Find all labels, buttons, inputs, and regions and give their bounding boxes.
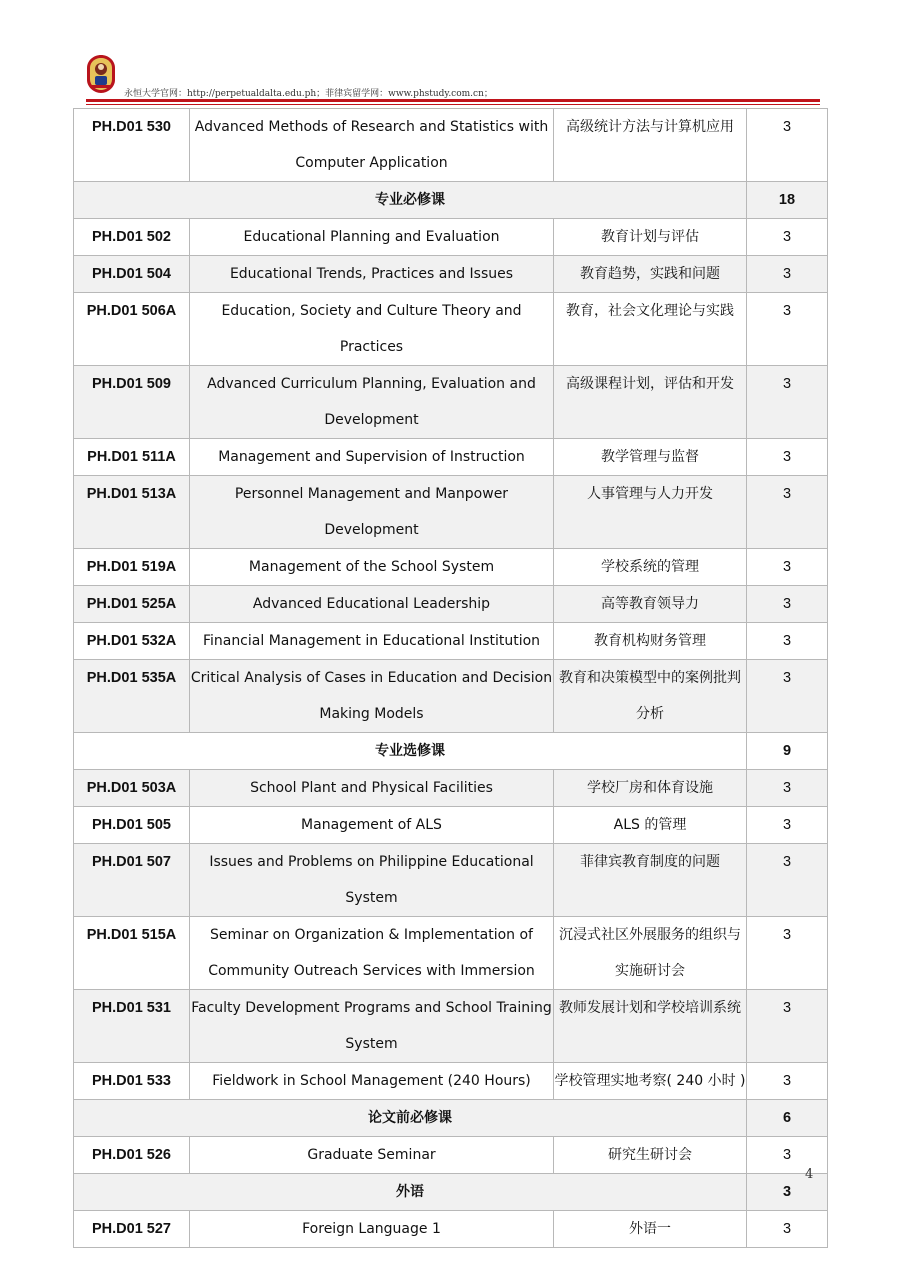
course-title-chinese: 研究生研讨会 — [554, 1137, 747, 1174]
course-title-english: Management of the School System — [190, 549, 554, 586]
course-credit: 3 — [747, 476, 828, 549]
course-credit: 3 — [747, 844, 828, 917]
header-rule-thin — [86, 104, 820, 105]
header-website-line: 永恒大学官网：http://perpetualdalta.edu.ph；菲律宾留学网：www.phstudy.com.cn； — [124, 89, 493, 99]
course-code: PH.D01 532A — [74, 623, 190, 660]
course-code: PH.D01 525A — [74, 586, 190, 623]
course-credit: 3 — [747, 219, 828, 256]
course-title-english: Advanced Curriculum Planning, Evaluation and Development — [190, 366, 554, 439]
course-row — [74, 439, 828, 476]
course-row — [74, 623, 828, 660]
course-title-chinese: 教师发展计划和学校培训系统 — [554, 990, 747, 1063]
course-title-english: Foreign Language 1 — [190, 1211, 554, 1248]
course-code: PH.D01 506A — [74, 293, 190, 366]
course-credit: 3 — [747, 293, 828, 366]
course-row — [74, 770, 828, 807]
course-code: PH.D01 513A — [74, 476, 190, 549]
section-credit-total: 6 — [747, 1100, 828, 1137]
course-row — [74, 660, 828, 733]
course-credit: 3 — [747, 439, 828, 476]
course-title-english: Graduate Seminar — [190, 1137, 554, 1174]
course-credit: 3 — [747, 1137, 828, 1174]
course-title-english: School Plant and Physical Facilities — [190, 770, 554, 807]
section-row — [74, 182, 828, 219]
course-credit: 3 — [747, 623, 828, 660]
university-seal-icon — [86, 54, 116, 94]
course-title-chinese: 学校系统的管理 — [554, 549, 747, 586]
course-title-english: Personnel Management and Manpower Development — [190, 476, 554, 549]
course-title-english: Educational Planning and Evaluation — [190, 219, 554, 256]
course-title-english: Seminar on Organization & Implementation of Community Outreach Services with Immersion — [190, 917, 554, 990]
course-row — [74, 990, 828, 1063]
course-credit: 3 — [747, 256, 828, 293]
course-title-english: Advanced Methods of Research and Statistics with Computer Application — [190, 109, 554, 182]
course-credit: 3 — [747, 660, 828, 733]
course-title-chinese: 外语一 — [554, 1211, 747, 1248]
course-row — [74, 1137, 828, 1174]
section-row — [74, 1100, 828, 1137]
course-title-chinese: 教育机构财务管理 — [554, 623, 747, 660]
course-title-chinese: 菲律宾教育制度的问题 — [554, 844, 747, 917]
course-row — [74, 1063, 828, 1100]
section-row — [74, 1174, 828, 1211]
course-row — [74, 586, 828, 623]
course-code: PH.D01 507 — [74, 844, 190, 917]
course-code: PH.D01 511A — [74, 439, 190, 476]
course-row — [74, 256, 828, 293]
course-credit: 3 — [747, 549, 828, 586]
course-row — [74, 109, 828, 182]
section-credit-total: 9 — [747, 733, 828, 770]
course-code: PH.D01 530 — [74, 109, 190, 182]
course-row — [74, 549, 828, 586]
course-row — [74, 807, 828, 844]
course-title-chinese: 高级统计方法与计算机应用 — [554, 109, 747, 182]
section-credit-total: 3 — [747, 1174, 828, 1211]
course-credit: 3 — [747, 109, 828, 182]
section-title: 论文前必修课 — [74, 1100, 747, 1137]
course-code: PH.D01 504 — [74, 256, 190, 293]
course-title-chinese: 教育计划与评估 — [554, 219, 747, 256]
course-title-chinese: 教学管理与监督 — [554, 439, 747, 476]
course-title-chinese: 教育，社会文化理论与实践 — [554, 293, 747, 366]
course-title-english: Education, Society and Culture Theory and Practices — [190, 293, 554, 366]
course-title-english: Issues and Problems on Philippine Educational System — [190, 844, 554, 917]
course-title-chinese: 沉浸式社区外展服务的组织与实施研讨会 — [554, 917, 747, 990]
course-title-chinese: 学校厂房和体育设施 — [554, 770, 747, 807]
course-code: PH.D01 509 — [74, 366, 190, 439]
course-title-english: Management and Supervision of Instruction — [190, 439, 554, 476]
course-credit: 3 — [747, 990, 828, 1063]
course-credit: 3 — [747, 807, 828, 844]
course-code: PH.D01 535A — [74, 660, 190, 733]
course-row — [74, 476, 828, 549]
course-code: PH.D01 533 — [74, 1063, 190, 1100]
section-title: 外语 — [74, 1174, 747, 1211]
course-code: PH.D01 531 — [74, 990, 190, 1063]
course-title-chinese: 高级课程计划，评估和开发 — [554, 366, 747, 439]
course-row — [74, 293, 828, 366]
header-rule-thick — [86, 99, 820, 102]
course-title-chinese: 教育和决策模型中的案例批判分析 — [554, 660, 747, 733]
course-code: PH.D01 503A — [74, 770, 190, 807]
page-number: 4 — [805, 1167, 814, 1182]
course-row — [74, 366, 828, 439]
course-row — [74, 844, 828, 917]
course-title-english: Faculty Development Programs and School Training System — [190, 990, 554, 1063]
course-title-english: Advanced Educational Leadership — [190, 586, 554, 623]
course-title-chinese: 高等教育领导力 — [554, 586, 747, 623]
course-title-english: Financial Management in Educational Institution — [190, 623, 554, 660]
section-row — [74, 733, 828, 770]
section-credit-total: 18 — [747, 182, 828, 219]
course-code: PH.D01 526 — [74, 1137, 190, 1174]
course-credit: 3 — [747, 1063, 828, 1100]
course-title-chinese: ALS 的管理 — [554, 807, 747, 844]
course-credit: 3 — [747, 917, 828, 990]
course-title-chinese: 教育趋势，实践和问题 — [554, 256, 747, 293]
course-title-chinese: 人事管理与人力开发 — [554, 476, 747, 549]
course-title-english: Educational Trends, Practices and Issues — [190, 256, 554, 293]
course-credit: 3 — [747, 586, 828, 623]
course-code: PH.D01 515A — [74, 917, 190, 990]
course-code: PH.D01 505 — [74, 807, 190, 844]
course-row — [74, 1211, 828, 1248]
course-title-chinese: 学校管理实地考察( 240 小时 ) — [554, 1063, 747, 1100]
course-table — [73, 108, 828, 1248]
course-credit: 3 — [747, 366, 828, 439]
course-title-english: Management of ALS — [190, 807, 554, 844]
section-title: 专业必修课 — [74, 182, 747, 219]
course-row — [74, 917, 828, 990]
course-title-english: Fieldwork in School Management (240 Hours) — [190, 1063, 554, 1100]
course-credit: 3 — [747, 1211, 828, 1248]
course-code: PH.D01 519A — [74, 549, 190, 586]
course-credit: 3 — [747, 770, 828, 807]
course-code: PH.D01 527 — [74, 1211, 190, 1248]
course-row — [74, 219, 828, 256]
course-title-english: Critical Analysis of Cases in Education and Decision Making Models — [190, 660, 554, 733]
course-table-body — [74, 109, 828, 1248]
section-title: 专业选修课 — [74, 733, 747, 770]
course-code: PH.D01 502 — [74, 219, 190, 256]
